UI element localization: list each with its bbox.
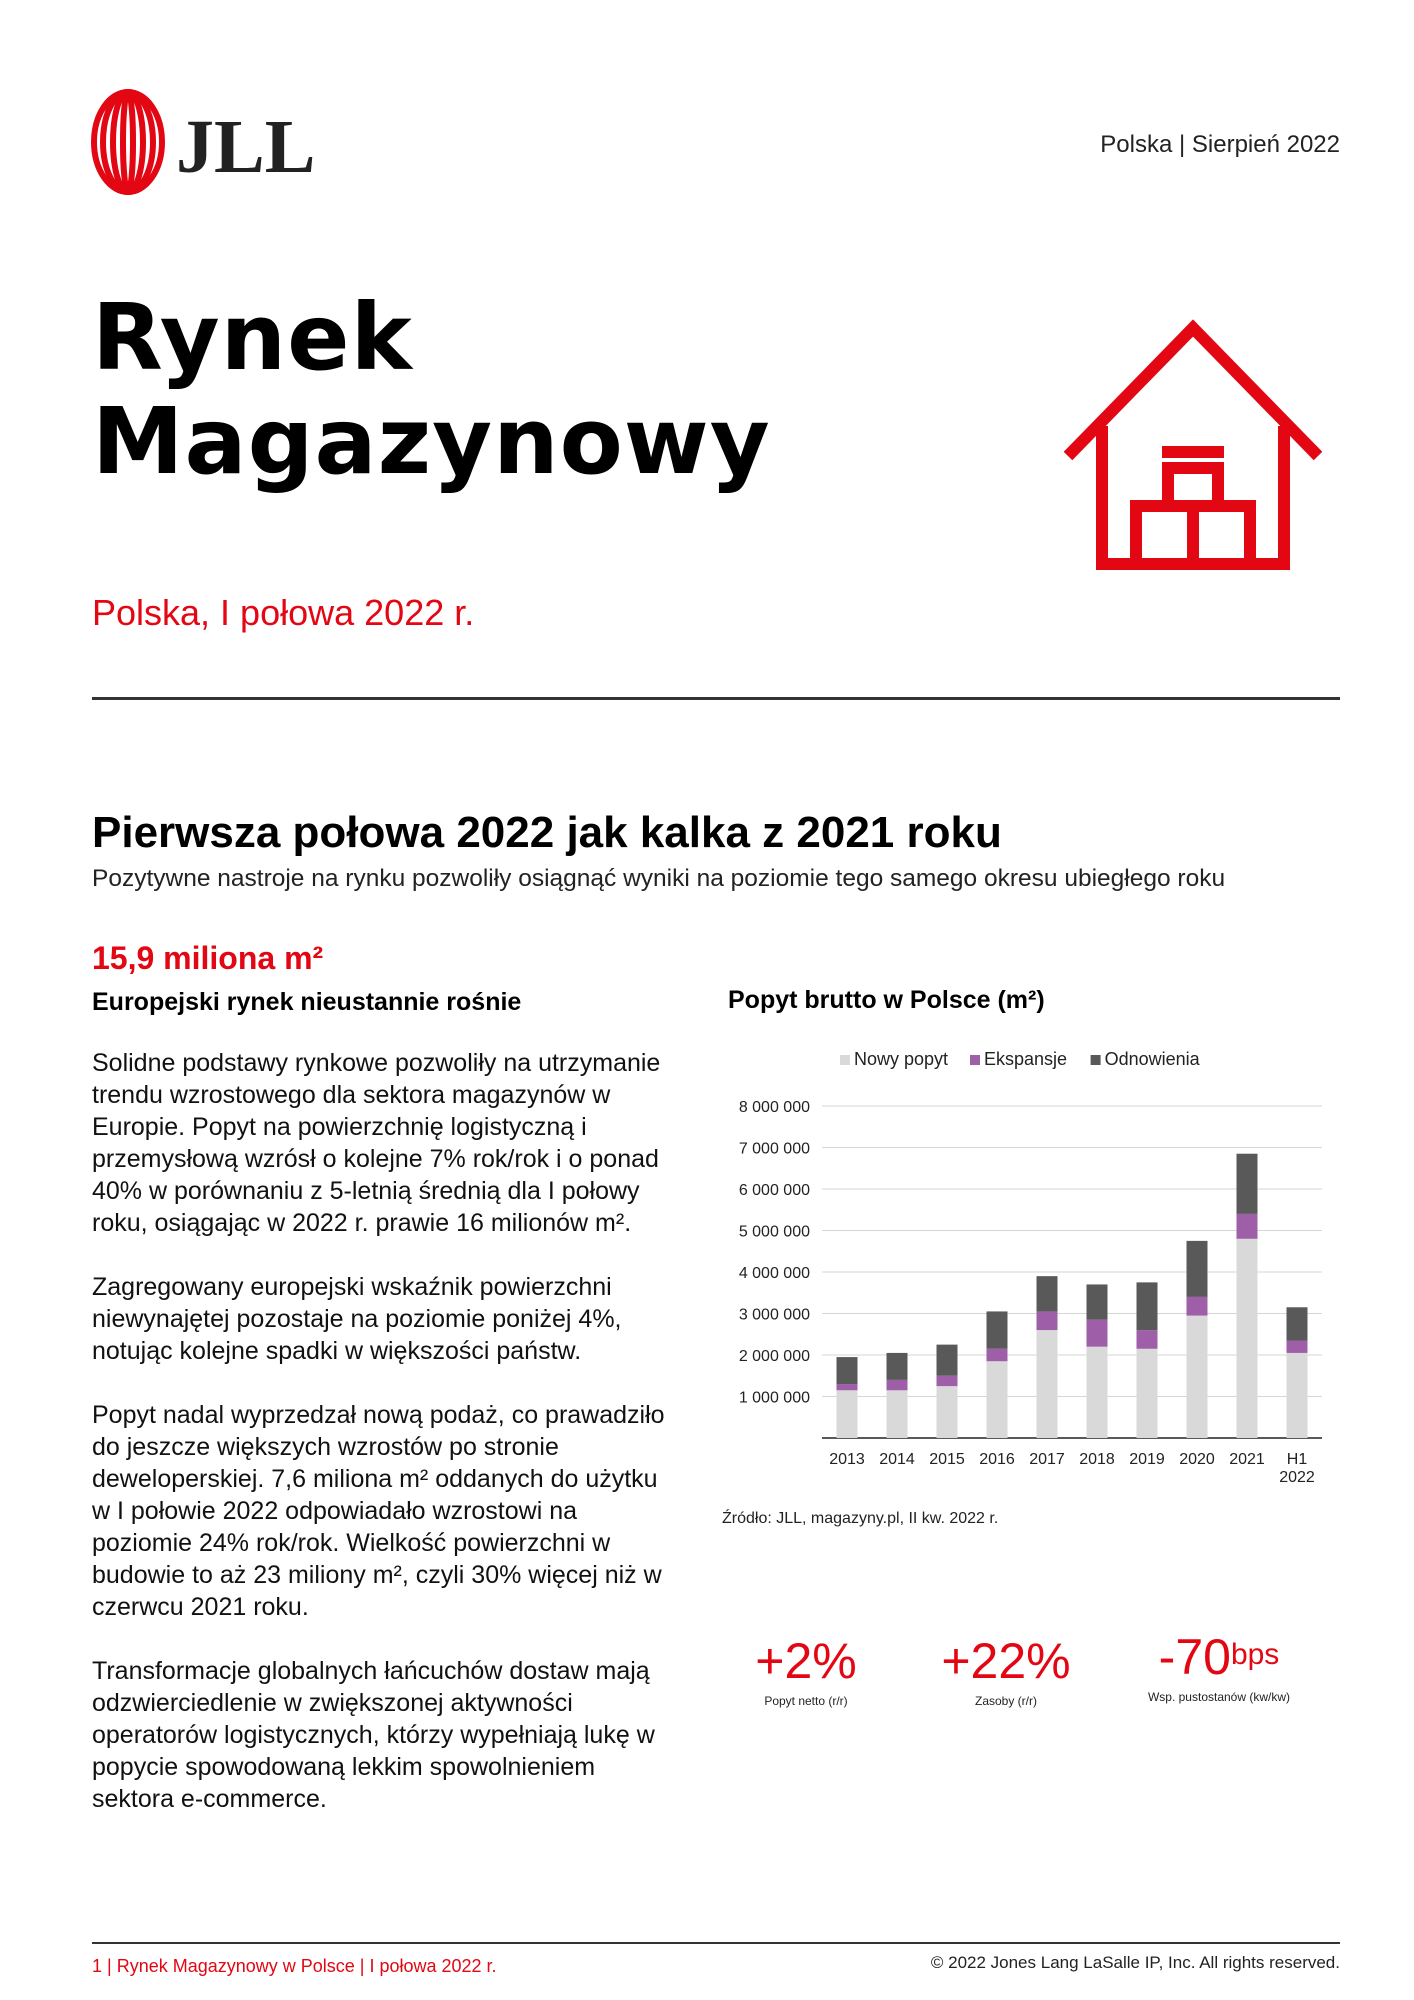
kpi-stock (906, 1632, 1106, 1708)
bar-segment (1187, 1241, 1208, 1297)
section-heading: Europejski rynek nieustannie rośnie (92, 988, 522, 1016)
kpi-value: +22% (941, 1633, 1071, 1689)
bar-segment (887, 1353, 908, 1380)
title-line-1: Rynek (92, 284, 413, 391)
kpi-suffix: bps (1230, 1638, 1280, 1671)
bar-segment (987, 1361, 1008, 1438)
x-tick-label: 2016 (979, 1451, 1015, 1468)
report-date: Polska | Sierpień 2022 (1100, 131, 1340, 158)
y-tick-label: 4 000 000 (738, 1265, 810, 1282)
warehouse-house-icon (1062, 318, 1324, 574)
bar-segment (1087, 1320, 1108, 1347)
body-paragraph: Popyt nadal wyprzedzał nową podaż, co prawadziło do jeszcze większych wzrostów po stronie deweloperskiej. 7,6 miliona m² oddanych do użytku w I połowie 2022 odpowiadało wzrostowi na poziomie 24% rok/rok. Wielkość powierzchni w budowie to aż 23 miliony m², czyli 30% więcej niż w czerwcu 2021 roku. (92, 1401, 665, 1621)
footer-copyright: © 2022 Jones Lang LaSalle IP, Inc. All rights reserved. (930, 1953, 1340, 1972)
chart-source: Źródło: JLL, magazyny.pl, II kw. 2022 r. (722, 1510, 999, 1527)
kpi-label: Popyt netto (r/r) (764, 1694, 848, 1708)
bar-segment (1137, 1330, 1158, 1349)
kpi-value: $-70^{bps}$ (1158, 1629, 1280, 1685)
footer-divider (92, 1942, 1340, 1944)
bar-segment (1137, 1349, 1158, 1438)
highlight-stat: 15,9 miliona m² (92, 940, 324, 976)
body-paragraph: Solidne podstawy rynkowe pozwoliły na utrzymanie trendu wzrostowego dla sektora magazynów w Europie. Popyt na powierzchnię logistyczną i przemysłową wzrósł o kolejne 7% rok/rok i o ponad 40% w porównaniu z 5-letnią średnią dla I połowy roku, osiągając w 2022 r. prawie 16 milionów m². (92, 1049, 661, 1237)
page-title (92, 286, 771, 494)
x-tick-label: H1 (1286, 1451, 1308, 1468)
x-tick-label: 2015 (929, 1451, 965, 1468)
headline: Pierwsza połowa 2022 jak kalka z 2021 roku (92, 808, 1002, 857)
y-tick-label: 7 000 000 (738, 1140, 810, 1158)
body-paragraph: Zagregowany europejski wskaźnik powierzchni niewynajętej pozostaje na poziomie poniżej 4%, notując kolejne spadki w większości państw. (92, 1273, 622, 1365)
kpi-value: +2% (755, 1633, 857, 1689)
title-line-2: Magazynowy (92, 388, 771, 495)
x-tick-label: 2021 (1229, 1451, 1265, 1468)
footer-page-info: 1 | Rynek Magazynowy w Polsce | I połowa 2022 r. (92, 1956, 497, 1976)
bar-segment (837, 1384, 858, 1390)
logo-text: JLL (176, 105, 316, 189)
bar-segment (1087, 1347, 1108, 1438)
bar-segment (1237, 1214, 1258, 1239)
body-text (92, 1047, 682, 1847)
deck: Pozytywne nastroje na rynku pozwoliły osiągnąć wyniki na poziomie tego samego okresu ubiegłego roku (92, 865, 1226, 892)
y-tick-label: 2 000 000 (738, 1348, 810, 1365)
bar-segment (1137, 1282, 1158, 1330)
legend-swatch (1091, 1055, 1101, 1065)
bar-segment (1087, 1284, 1108, 1319)
legend-swatch (840, 1055, 850, 1065)
body-paragraph: Transformacje globalnych łańcuchów dostaw mają odzwierciedlenie w zwiększonej aktywności operatorów logistycznych, którzy wypełniają lukę w popycie spowodowaną lekkim spowolnieniem sektora e-commerce. (92, 1657, 655, 1813)
x-tick-label: 2020 (1179, 1451, 1215, 1468)
bar-segment (937, 1376, 958, 1386)
bar-segment (1037, 1276, 1058, 1311)
kpi-vacancy (1114, 1628, 1324, 1704)
bar-segment (987, 1349, 1008, 1361)
x-tick-label: 2017 (1029, 1451, 1065, 1468)
divider (92, 697, 1340, 700)
x-tick-label: 2013 (829, 1451, 865, 1468)
bar-segment (1287, 1340, 1308, 1352)
bar-segment (937, 1345, 958, 1376)
y-tick-label: 3 000 000 (738, 1306, 810, 1324)
bar-segment (837, 1357, 858, 1384)
legend-entry: Odnowienia (1104, 1049, 1200, 1069)
bar-segment (1037, 1311, 1058, 1330)
y-tick-label: 6 000 000 (738, 1182, 810, 1199)
bar-segment (1187, 1297, 1208, 1316)
x-tick-label: 2022 (1279, 1469, 1315, 1486)
bar-segment (937, 1386, 958, 1438)
x-tick-label: 2014 (879, 1451, 915, 1468)
kpi-label: Wsp. pustostanów (kw/kw) (1147, 1690, 1291, 1704)
bar-segment (1287, 1307, 1308, 1340)
legend-entry: Nowy popyt (854, 1049, 949, 1069)
kpi-label: Zasoby (r/r) (974, 1694, 1037, 1708)
y-tick-label: 8 000 000 (738, 1099, 810, 1116)
demand-chart (710, 1040, 1340, 1510)
bar-segment (1287, 1353, 1308, 1438)
bar-segment (987, 1311, 1008, 1348)
bar-segment (1237, 1239, 1258, 1438)
bar-segment (1037, 1330, 1058, 1438)
jll-logo (88, 86, 338, 206)
x-tick-label: 2019 (1129, 1451, 1165, 1468)
bar-segment (1187, 1316, 1208, 1438)
jll-logo-mark-icon (88, 86, 338, 206)
chart-title: Popyt brutto w Polsce (m²) (728, 986, 1045, 1014)
y-tick-label: 5 000 000 (738, 1223, 810, 1241)
y-tick-label: 1 000 000 (738, 1389, 810, 1407)
kpi-net-demand (706, 1632, 906, 1708)
x-tick-label: 2018 (1079, 1451, 1115, 1468)
legend-entry: Ekspansje (984, 1049, 1068, 1069)
bar-segment (837, 1390, 858, 1438)
report-subtitle: Polska, I połowa 2022 r. (92, 592, 475, 633)
legend-swatch (970, 1055, 980, 1065)
bar-segment (887, 1380, 908, 1390)
bar-segment (1237, 1154, 1258, 1214)
bar-segment (887, 1390, 908, 1438)
